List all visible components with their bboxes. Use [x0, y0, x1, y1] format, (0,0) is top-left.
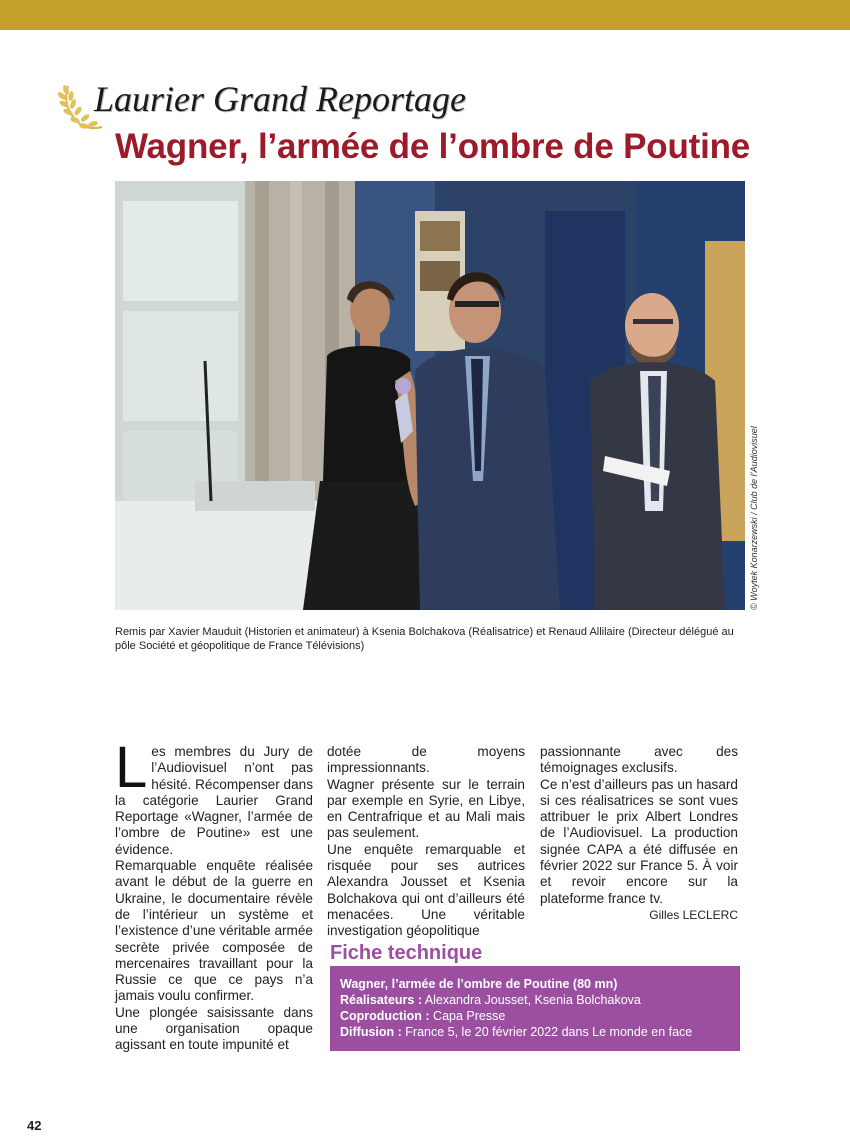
- article-paragraph: Wagner présente sur le terrain par exemple en Syrie, en Libye, en Centrafrique et au Mali mais pas seulement.: [327, 776, 525, 841]
- fiche-film-title: Wagner, l’armée de l’ombre de Poutine (80 mn): [340, 977, 618, 991]
- headline: Wagner, l’armée de l’ombre de Poutine: [115, 127, 751, 166]
- top-gold-bar: [0, 0, 850, 30]
- photo-caption: Remis par Xavier Mauduit (Historien et animateur) à Ksenia Bolchakova (Réalisatrice) et Renaud Allilaire (Directeur délégué au pôle Société et géopolitique de France Télévisions): [115, 626, 734, 652]
- article-column-2: [327, 744, 525, 940]
- article-paragraph: passionnante avec des témoignages exclusifs.: [540, 744, 738, 776]
- fiche-technique-box: [330, 966, 740, 1051]
- award-photo: [115, 181, 745, 610]
- fiche-coproduction: Coproduction : Capa Presse: [340, 1009, 506, 1023]
- article-paragraph: Remarquable enquête réalisée avant le début de la guerre en Ukraine, le documentaire révèle de l’intérieur un système et l’existence d’une véritable armée secrète privée composée de mercenaires travaillant pour la Russie ce que ce pays n’a jamais voulu confirmer.: [115, 858, 313, 1004]
- article-column-1: [115, 735, 313, 1054]
- fiche-title: Fiche technique: [330, 942, 483, 964]
- article-paragraph: Une plongée saisissante dans une organisation opaque agissant en toute impunité et: [115, 1004, 313, 1053]
- article-paragraph: dotée de moyens impressionnants.: [327, 744, 525, 776]
- article-paragraph: Une enquête remarquable et risquée pour ses autrices Alexandra Jousset et Ksenia Bolchakova qui ont d’ailleurs été menacées. Une véritable investigation géopolitique: [327, 841, 525, 939]
- article-column-3: [540, 744, 738, 923]
- author-signature: Gilles LECLERC: [649, 907, 738, 922]
- page-number: 42: [27, 1118, 42, 1133]
- photo-credit: © Woytek Konarzewski / Club de l’Audiovisuel: [749, 426, 759, 610]
- section-title: Laurier Grand Reportage: [94, 79, 466, 119]
- fiche-realisateurs: Réalisateurs : Alexandra Jousset, Ksenia Bolchakova: [340, 993, 641, 1007]
- fiche-diffusion: Diffusion : France 5, le 20 février 2022 dans Le monde en face: [340, 1025, 693, 1039]
- article-paragraph: Ce n’est d’ailleurs pas un hasard si ces réalisatrices se sont vues attribuer le prix Albert Londres de l’Audiovisuel. La production signée CAPA a été diffusée en février 2022 sur France 5. À voir et revoir encore sur la plateforme france tv.: [540, 776, 738, 906]
- drop-cap: L: [115, 735, 148, 800]
- article-paragraph: Les membres du Jury de l’Audiovisuel n’ont pas hésité. Récompenser dans la catégorie Laurier Grand Reportage «Wagner, l’armée de l’ombre de Poutine» est une évidence.: [115, 735, 313, 857]
